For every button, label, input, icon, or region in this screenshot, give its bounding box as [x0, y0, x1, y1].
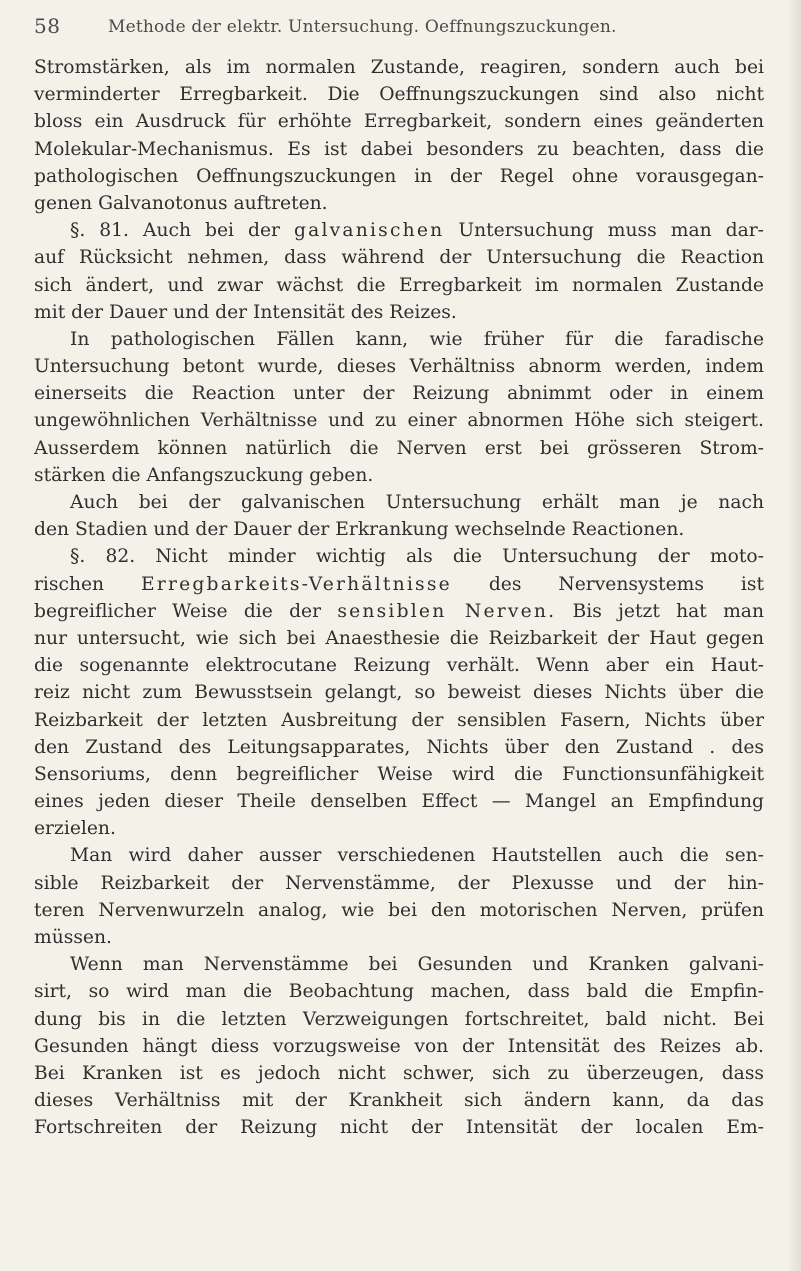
text-line: sirt, so wird man die Beobachtung machen, dass bald die Empfin-	[34, 981, 764, 1003]
text-line-section-81	[34, 217, 764, 244]
text-line: genen Galvanotonus auftreten.	[34, 192, 328, 214]
text-line: dieses Verhältniss mit der Krankheit sich ändern kann, da das	[34, 1090, 764, 1112]
text-line: den Zustand des Leitungsapparates, Nichts über den Zustand . des	[34, 736, 764, 758]
page-number: 58	[34, 14, 61, 38]
text-line: Gesunden hängt diess vorzugsweise von der Intensität des Reizes ab.	[34, 1035, 764, 1057]
page-edge-shadow	[787, 0, 801, 1271]
text-line: Molekular-Mechanismus. Es ist dabei besonders zu beachten, dass die	[34, 138, 764, 160]
text-line: ungewöhnlichen Verhältnisse und zu einer abnormen Höhe sich steigert.	[34, 410, 764, 432]
text-line: Untersuchung betont wurde, dieses Verhältniss abnorm werden, indem	[34, 356, 764, 378]
text-line: nur untersucht, wie sich bei Anaesthesie die Reizbarkeit der Haut gegen	[34, 627, 764, 649]
page-header	[34, 8, 774, 40]
text-line: In pathologischen Fällen kann, wie früher für die faradische	[70, 328, 764, 350]
text-line: §. 82. Nicht minder wichtig als die Untersuchung der moto-	[70, 546, 764, 568]
text-line-sensible	[34, 598, 764, 625]
text-line: Man wird daher ausser verschiedenen Hautstellen auch die sen-	[70, 845, 764, 867]
emphasis-sensiblen-nerven: sensiblen Nerven.	[337, 600, 557, 622]
section-81-rest: Untersuchung muss man dar-	[458, 220, 764, 242]
section-82-word: rischen	[34, 573, 105, 595]
text-line: Auch bei der galvanischen Untersuchung erhält man je nach	[70, 492, 764, 513]
text-line: Ausserdem können natürlich die Nerven erst bei grösseren Strom-	[34, 437, 764, 459]
text-line: müssen.	[34, 927, 112, 948]
text-line: Stromstärken, als im normalen Zustande, reagiren, sondern auch bei	[34, 57, 764, 78]
text-line: Bei Kranken ist es jedoch nicht schwer, sich zu überzeugen, dass	[34, 1062, 764, 1084]
running-title: Methode der elektr. Untersuchung. Oeffnungszuckungen.	[108, 17, 617, 37]
text-line: mit der Dauer und der Intensität des Reizes.	[34, 301, 457, 323]
text-line: verminderter Erregbarkeit. Die Oeffnungszuckungen sind also nicht	[34, 84, 764, 106]
text-line: Sensoriums, denn begreiflicher Weise wird die Functionsunfähigkeit	[34, 763, 764, 785]
body-text	[34, 54, 764, 1142]
emphasis-erregbarkeits: Erregbarkeits-Verhältnisse	[141, 573, 452, 595]
text-line: den Stadien und der Dauer der Erkrankung wechselnde Reactionen.	[34, 519, 685, 541]
sensible-lead: begreiflicher Weise die der	[34, 600, 322, 622]
sensible-rest: Bis jetzt hat man	[572, 600, 764, 622]
section-81-lead: §. 81. Auch bei der	[70, 220, 280, 242]
text-line: Wenn man Nervenstämme bei Gesunden und Kranken galvani-	[70, 954, 764, 976]
text-line: teren Nervenwurzeln analog, wie bei den motorischen Nerven, prüfen	[34, 899, 764, 921]
text-line: erzielen.	[34, 818, 116, 840]
text-line: auf Rücksicht nehmen, dass während der Untersuchung die Reaction	[34, 247, 764, 269]
text-line: pathologischen Oeffnungszuckungen in der Regel ohne vorausgegan-	[34, 165, 764, 187]
text-line: sich ändert, und zwar wächst die Erregbarkeit im normalen Zustande	[34, 274, 764, 296]
text-line: Reizbarkeit der letzten Ausbreitung der sensiblen Fasern, Nichts über	[34, 709, 764, 731]
text-line: stärken die Anfangszuckung geben.	[34, 464, 374, 486]
emphasis-galvanischen: galvanischen	[293, 220, 445, 242]
text-line-section-82	[34, 571, 764, 598]
text-line: bloss ein Ausdruck für erhöhte Erregbarkeit, sondern eines geänderten	[34, 111, 764, 133]
text-line: reiz nicht zum Bewusstsein gelangt, so beweist dieses Nichts über die	[34, 682, 764, 704]
text-line: Fortschreiten der Reizung nicht der Intensität der localen Em-	[34, 1117, 764, 1139]
text-line: eines jeden dieser Theile denselben Effect — Mangel an Empfindung	[34, 791, 764, 813]
text-line: die sogenannte elektrocutane Reizung verhält. Wenn aber ein Haut-	[34, 655, 764, 677]
text-line: dung bis in die letzten Verzweigungen fortschreitet, bald nicht. Bei	[34, 1008, 764, 1030]
text-line: einerseits die Reaction unter der Reizung abnimmt oder in einem	[34, 383, 764, 405]
text-line: sible Reizbarkeit der Nervenstämme, der Plexusse und der hin-	[34, 872, 764, 894]
section-82-rest: des Nervensystems ist	[488, 573, 764, 595]
